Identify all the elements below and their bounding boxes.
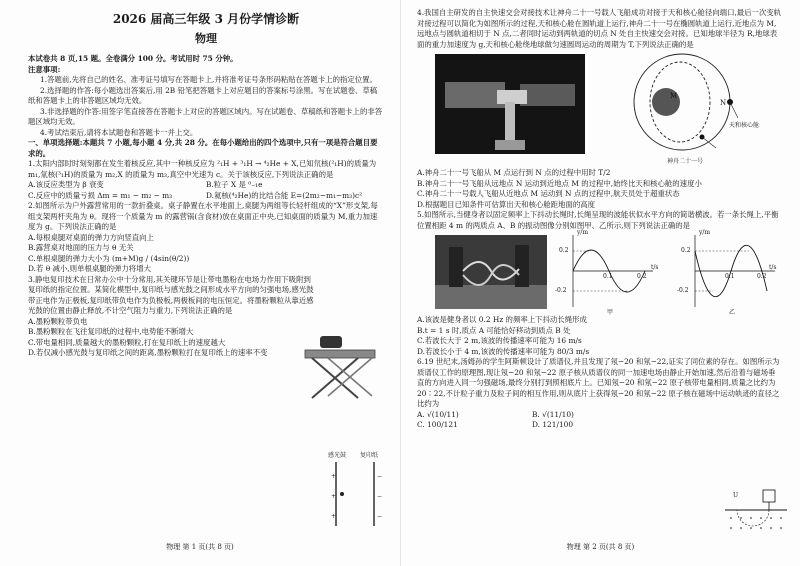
q1-option-a: A.该反应类型为 β 衰变: [28, 180, 104, 189]
svg-text:−: −: [377, 493, 383, 500]
q4-option-c: C.神舟二十一号载人飞船从近地点 M 运动到 N 点的过程中,航天员处于超重状态: [417, 189, 680, 198]
svg-text:−: −: [377, 473, 383, 480]
q1-option-c: C.反应中的质量亏损 Δm = m₁ − m₂ − m₃: [28, 190, 173, 200]
question-6-stem: 6.19 世纪末,汤姆孙的学生阿斯顿设计了质谱仪,并且发现了氖−20 和氖−22,证实了同位素的存在。如图所示为质谱仪工作的原理图,现让氖−20 和氖−22 原子核从质谱仪的同一加速电场由静止开始加速,然后沿着与磁场垂直的方向进入同一匀强磁场,最终分别打到照相底片上。已知氖−20 和氖−22 原子核带电量相同,质量之比约为 20∶22,不计粒子重力及粒子间的相互作用,则从底片上获得氖−20 和氖−22 原子核在磁场中运动轨迹的直径之比约为: [417, 357, 780, 408]
svg-text:+: +: [331, 473, 337, 480]
note-item: 2.选择题的作答:每小题选出答案后,用 2B 铅笔把答题卡上对应题目的答案标号涂黑。写在试题卷、草稿纸和答题卡上的非答题区域均无效。: [28, 85, 378, 105]
folding-table-figure: [300, 330, 380, 402]
space-station-photo: [435, 54, 585, 154]
jia-tick-x2: 0.2: [637, 273, 647, 280]
note-item: 1.答题前,先将自己的姓名、准考证号填写在答题卡上,并将准考证号条形码粘贴在答题卡上的指定位置。: [40, 75, 377, 84]
yi-ylabel: y/m: [699, 229, 711, 236]
jia-tick-y-bottom: -0.2: [555, 287, 567, 294]
question-4-stem: 4.我国自主研发的自主快速交会对接技术让神舟二十一号载人飞船成功对接于天和核心舱径向端口,最后一次变轨对接过程可以简化为如图所示的过程,天和核心舱在圆轨道上运行,神舟二十一号在椭圆轨道上运行,近地点为 M,远地点与圆轨道相切于 N 点,二者同时运动到两轨道的切点 N 处自主快速交会对接。已知地球半径为 R,地球表面的重力加速度为 g,天和核心舱绕地球做匀速圆周运动的周期为 T,下列说法正确的是: [417, 8, 782, 49]
q1-option-d: D.氦核(⁴₂He)的比结合能 E=(2m₂−m₁−m₃)c²: [206, 190, 363, 200]
notes-heading: 注意事项:: [28, 64, 61, 74]
q2-option-a: A.每根桌腿对桌面的弹力方向竖直向上: [28, 232, 154, 242]
drum-label: 感光鼓: [328, 452, 347, 459]
q5-option-b: B.t = 1 s 时,质点 A 可能恰好移动到质点 B 处: [417, 325, 571, 335]
q4-option-b: B.神舟二十一号飞船从远地点 N 运动到近地点 M 的过程中,始终比天和核心舱的速度小: [417, 178, 702, 188]
q3-option-d: D.若仅减小感光鼓与复印纸之间的距离,墨粉颗粒打在复印纸上的速率不变: [28, 348, 268, 357]
page-footer: 物理 第 1 页(共 8 页): [166, 543, 234, 551]
jia-caption: 甲: [607, 309, 614, 316]
q6-option-a: A. √(10/11): [417, 409, 459, 419]
svg-text:+: +: [331, 493, 337, 500]
orbit-diagram: [622, 50, 782, 168]
question-1-stem: 1.太阳内部时时刻刻都在发生着核反应,其中一种核反应为 ²₁H + ³₁H → ⁴₂He + X,已知氘核(²₁H)的质量为 m₁,氚核(³₁H)的质量为 m₂,X 的质量为 m₃,真空中光速为 c。关于该核反应,下列说法正确的是: [28, 159, 377, 179]
note-item: 4.考试结束后,请将本试题卷和答题卡一并上交。: [40, 127, 198, 137]
question-2-stem: 2.如图所示为户外露营常用的一款折叠桌。桌子静置在水平地面上,桌腿为两组等长轻杆组成的“X”形支架,每组支架两杆夹角为 θ。现将一个质量为 m 的露营锅(含食材)放在桌面正中央,已知桌面的质量为 M,重力加速度为 g。下列说法正确的是: [28, 201, 378, 231]
q2-option-d: D.若 θ 减小,则单根桌腿的弹力将增大: [28, 264, 151, 273]
battle-rope-photo: [435, 235, 547, 309]
q5-option-d: D.若波长小于 4 m,该波的传播速率可能为 80/3 m/s: [417, 346, 590, 356]
q6-option-d: D. 121/100: [532, 420, 574, 429]
q5-option-c: C.若波长大于 2 m,该波的传播速率可能为 16 m/s: [417, 336, 582, 345]
q2-option-b: B.露营桌对地面的压力与 θ 无关: [28, 243, 134, 252]
subject-title: 物理: [195, 32, 217, 45]
section-heading: 一、单项选择题:本题共 7 小题,每小题 4 分,共 28 分。在每小题给出的四个选项中,只有一项是符合题目要求的。: [28, 138, 378, 158]
note-item: 3.非选择题的作答:用签字笔直接答在答题卡上对应的答题区域内。写在试题卷、草稿纸和答题卡上的非答题区域均无效。: [28, 106, 383, 126]
q4-option-a: A.神舟二十一号飞船从 M 点运行到 N 点的过程中用时 T/2: [417, 168, 611, 177]
yi-xlabel: t/s: [769, 264, 777, 271]
core-module-label: 天和核心舱: [729, 122, 760, 129]
svg-text:M: M: [670, 92, 678, 100]
jia-xlabel: t/s: [651, 264, 659, 271]
svg-text:N: N: [720, 99, 727, 107]
page-footer: 物理 第 2 页(共 8 页): [566, 543, 635, 551]
q6-option-c: C. 100/121: [417, 420, 458, 429]
svg-text:+: +: [331, 513, 337, 520]
jia-tick-x1: 0.1: [603, 273, 613, 280]
q6-option-b: B. √(11/10): [532, 409, 574, 419]
q5-figures: [417, 231, 782, 315]
yi-tick-x1: 0.1: [725, 273, 735, 280]
exam-title: 2026 届高三年级 3 月份学情诊断: [112, 12, 300, 26]
yi-tick-y-top: 0.2: [681, 247, 691, 254]
q3-option-a: A.墨粉颗粒带负电: [28, 316, 88, 326]
q5-option-a: A.该波是健身者以 0.2 Hz 的频率上下抖动长绳形成: [417, 315, 587, 324]
svg-text:−: −: [377, 513, 383, 520]
jia-tick-y-top: 0.2: [559, 247, 569, 254]
q4-option-d: D.根据题目已知条件可估算出天和核心舱距地面的高度: [417, 199, 595, 209]
voltage-label: U: [733, 492, 739, 499]
q4-figures: [417, 50, 782, 168]
question-5-stem: 5.如图所示,当健身者以固定频率上下抖动长绳时,长绳呈现的波能状似水平方向的简谐横波。若一条长绳上,平衡位置相距 4 m 的两质点 A、B 的振动图像分别如图甲、乙所示,则下列说法正确的是: [417, 210, 779, 230]
yi-caption: 乙: [729, 309, 736, 316]
q1-option-b: B.粒子 X 是 ⁰₋₁e: [206, 180, 263, 189]
q3-option-b: B.墨粉颗粒在飞往复印纸的过程中,电势能不断增大: [28, 327, 194, 336]
shenzhou-label: 神舟二十一号: [667, 158, 704, 165]
jia-ylabel: y/m: [577, 229, 589, 236]
page-right: [400, 0, 800, 566]
q3-option-c: C.带电量相同,质量越大的墨粉颗粒,打在复印纸上的速度越大: [28, 337, 226, 347]
question-3-stem: 3.静电复印技术在日常办公中十分常用,其关键环节是让带电墨粉在电场力作用下吸附到复印纸的指定位置。某简化模型中,复印纸与感光鼓之间形成水平方向的匀强电场,感光鼓带正电作为正极板,复印纸带负电作为负极板,两极板间的电压恒定。将墨粉颗粒从靠近感光鼓的位置由静止释放,不计空气阻力与重力,下列说法正确的是: [28, 274, 314, 315]
q2-option-c: C.单根桌腿的弹力大小为 (m+M)g / (4sin(θ/2)): [28, 253, 190, 263]
copier-figure: [328, 450, 388, 530]
exam-info: 本试卷共 8 页,15 题。全卷满分 100 分。考试用时 75 分钟。: [28, 54, 238, 63]
yi-tick-y-bottom: -0.2: [677, 287, 689, 294]
paper-label: 复印纸: [360, 452, 379, 459]
yi-tick-x2: 0.2: [757, 273, 767, 280]
